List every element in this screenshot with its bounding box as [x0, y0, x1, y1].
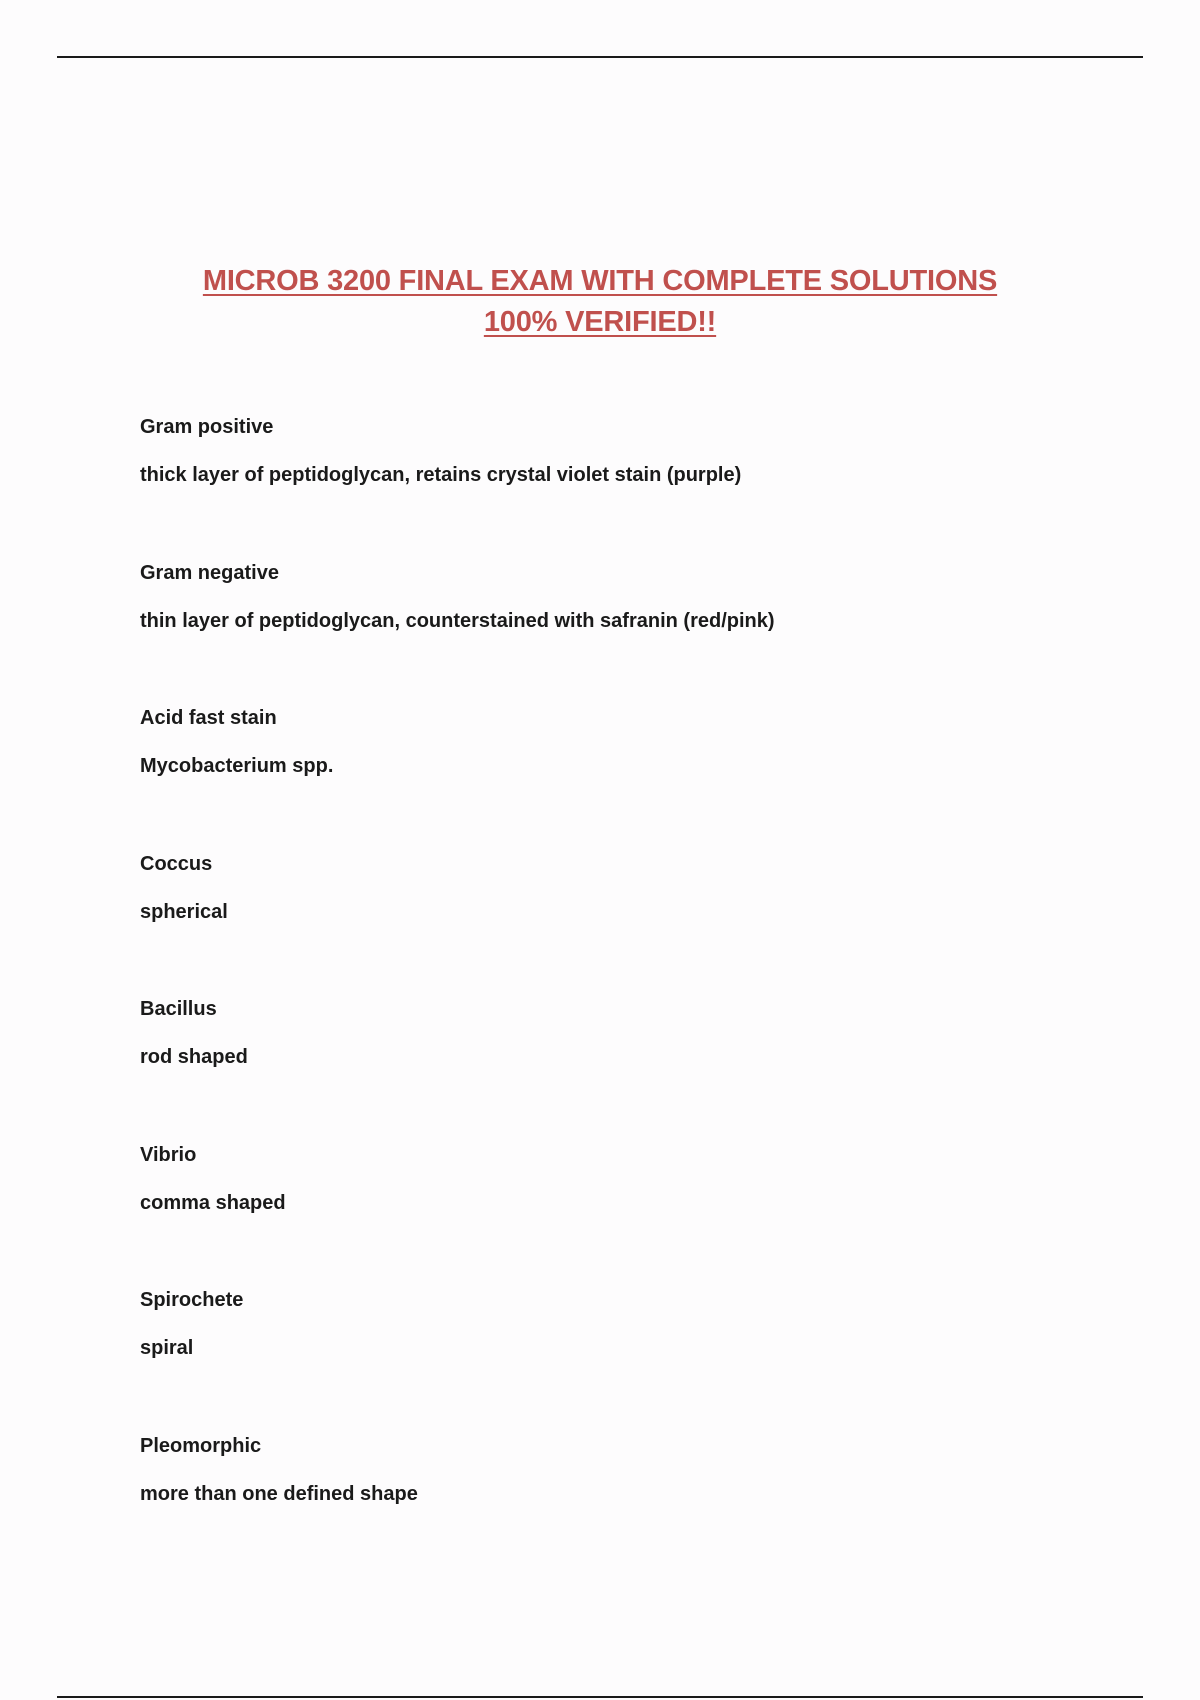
qa-item [140, 1433, 1100, 1579]
term: Vibrio [140, 1143, 197, 1166]
top-rule [57, 56, 1143, 58]
term: Bacillus [140, 998, 217, 1020]
qa-item [140, 705, 1100, 851]
term: Gram negative [140, 561, 279, 584]
title-line-1: MICROB 3200 FINAL EXAM WITH COMPLETE SOLUTIONS [202, 265, 998, 297]
qa-item [140, 414, 1100, 560]
definition: spiral [140, 1337, 194, 1359]
definition: rod shaped [140, 1046, 248, 1068]
qa-item [140, 560, 1100, 706]
qa-list [140, 414, 1100, 1578]
title-line-2: 100% VERIFIED!! [483, 306, 717, 338]
term: Acid fast stain [140, 707, 277, 729]
qa-item [140, 851, 1100, 997]
definition: thick layer of peptidoglycan, retains crystal violet stain (purple) [140, 464, 742, 486]
definition: spherical [140, 900, 228, 923]
term: Pleomorphic [140, 1434, 262, 1457]
qa-item [140, 1287, 1100, 1433]
document-title [100, 261, 1100, 343]
qa-item [140, 996, 1100, 1142]
bottom-rule [57, 1696, 1143, 1698]
definition: Mycobacterium spp. [140, 755, 334, 777]
term: Coccus [140, 852, 213, 875]
qa-item [140, 1142, 1100, 1288]
definition: comma shaped [140, 1191, 286, 1214]
term: Gram positive [140, 416, 274, 438]
definition: more than one defined shape [140, 1482, 418, 1505]
term: Spirochete [140, 1289, 244, 1311]
definition: thin layer of peptidoglycan, counterstained with safranin (red/pink) [140, 609, 775, 632]
